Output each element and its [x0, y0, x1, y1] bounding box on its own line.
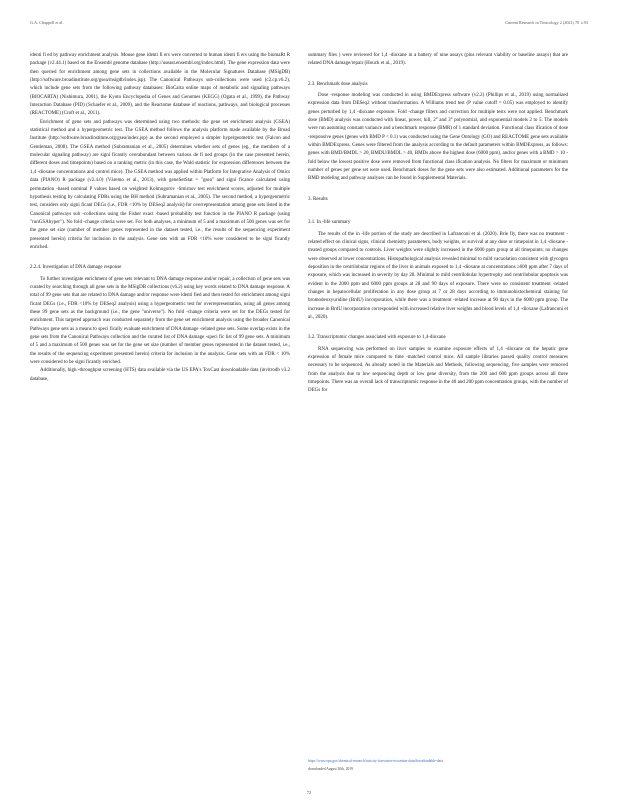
section-heading-3-2: 3.2. Transcriptomic changes associated with exposure to 1,4-dioxane [308, 335, 446, 341]
right-column [308, 52, 568, 396]
footnote-url[interactable]: https://www.epa.gov/chemical-research/toxicity-forecaster-toxcasttm-data/downloadable-data [308, 759, 443, 763]
left-paragraph-4: Additionally, high -throughput screening (HTS) data available via the US EPA's ToxCast downloadable data (invitrodb v3.2 database, [30, 368, 290, 382]
header-authors: G.A. Chappell et al. [30, 20, 64, 25]
right-paragraph-2: Dose -response modeling was conducted in using BMDExpress software (v2.2) (Phillips et al., 2019) using normalized expression data from DESeq2 without transformation. A Williams trend test (P value cutoff = 0.05) was employed to identify genes perturbed by 1,4 -dioxane exposure. Fold -change filters and correction for multiple tests were not applied. Benchmark dose (BMD) analysis was conducted with linear, power, hill, 2° and 3° polynomial, and exponential models 2 to 5. The models were run assuming constant variance and a benchmark response (BMR) of 1 standard deviation. Functional class ification of dose -responsive genes (genes with BMD P < 0.1) was conducted using the Gene Ontology (GO) and REACTOME gene sets available within BMDExpress. Genes were filtered from the analysis according to the default parameters within BMDExpress, as follows: genes with BMD/BMDL > 20, BMDU/BMDL > 40, BMDs above the highest dose (6000 ppm), and/or genes with a BMD > 10 -fold below the lowest positive dose were removed from functional class ification analysis. No filters for maximum or minimum number of genes per gene set were used. Benchmark doses for the gene sets were also estimated. Additional parameters for the BMD modeling and pathway analyses can be found in Supplemental Materials. [308, 93, 568, 182]
section-heading-3-1: 3.1. In -life summary [308, 220, 351, 226]
footnote-downloaded: downloaded August 30th, 2019. [308, 767, 354, 771]
right-paragraph-1: summary files ) were reviewed for 1,4 -dioxane in a battery of nine assays (plus relevant viability or baseline assays) that are related DNA damage/repair (Houck et al., 2019). [308, 53, 568, 67]
left-paragraph-1: identi fi ed by pathway enrichment analysis. Mouse gene identi fi ers were converted to human identi fi ers using the biomaRt R package (v2.44.1) based on the Ensembl genome database (http://useast.ensembl.org/index.html). The gene expression data were then queried for enrichment among gene sets in collections available in the Molecular Signatures Database (MSigDB) (http://software.broadinstitute.org/gsea/msigdb/index.jsp). The Canonical Pathways sub-collections were used (c2.cp.v6.2), which include gene sets from the following pathway databases: BioCarta online maps of metabolic and signaling pathways (BIOCARTA) (Nishimura, 2001), the Kyoto Encyclopedia of Genes and Genomes (KEGG) (Ogata et al., 1999), the Pathway Interaction Database (PID) (Schaefer et al., 2009), and the Reactome database of reactions, pathways, and biological processes (REACTOME) (Croft et al., 2011). [30, 53, 290, 117]
section-heading-2-3: 2.3. Benchmark dose analysis [308, 81, 368, 87]
right-paragraph-3: The results of the in -life portion of the study are described in Lafranconi et al. (2020). Brie fly, there was no treatment -related effect on clinical signs, clinical chemistry parameters, body weights, or survival at any dose or timepoint in 1,4 -dioxane -treated groups compared to controls. Liver weights were slightly increased in the 6000 ppm group at all timepoints; no changes were observed at lower concentrations. Histopathological analysis revealed minimal to mild vacuolation consistent with glycogen deposition in the centrilobular regions of the liver in animals exposed to 1,4 -dioxane at concentrations ≥600 ppm after 7 days of exposure, which was increased in severity by day 28. Minimal to mild centrilobular hypertrophy and centrilobular apoptosis was evident in the 2000 ppm and 6000 ppm groups at 28 and 90 days of exposure. There were no consistent treatment -related changes in hepatocellular proliferation in any dose group at 7 or 28 days according to immunohistochemical staining for bromodeoxyuridine (BrdU) incorporation, while there was a treatment -related increase at 90 days in the 6000 ppm group. The increase in BrdU incorporation corresponded with increased relative liver weights and blood levels of 1,4 -dioxane (Lafranconi et al., 2020). [308, 231, 568, 320]
left-paragraph-3: To further investigate enrichment of gene sets relevant to DNA damage response and/or repair, a collection of gene sets was curated by searching through all gene sets in the MSigDB collections (v6.2) using key words related to DNA damage response. A total of 99 gene sets that are related to DNA damage and/or response were identi fied and then tested for enrichment among signi ficant DEGs (i.e., FDR <10% by DESeq2 analysis) using a hypergeometric test for overrepresentation, using all genes among these 99 gene sets as the background (i.e., the gene "universe"). No fold -change criteria were set for the DEGs tested for enrichment. This targeted approach was conducted separately from the gene set enrichment analysis using the broader Canonical Pathways gene sets as a means to speci fically evaluate enrichment of DNA damage -related gene sets. Some overlap exists in the gene sets from the Canonical Pathways collection and the curated list of DNA damage -speci fic list of 99 gene sets. A minimum of 5 and a maximum of 500 genes was set for the gene set size (number of member genes represented in the dataset tested, i.e., the results of the sequencing experiment presented herein) criteria for inclusion in the analysis. Gene sets with an FDR < 10% were considered to be signi ficantly enriched. [30, 276, 290, 366]
running-header [30, 20, 588, 30]
left-paragraph-2: Enrichment of gene sets and pathways was determined using two methods: the gene set enrichment analysis (GSEA) statistical method and a hypergeometric test. The GSEA method follows the analysis platform made available by the Broad Institute (http://software.broadinstitute.org/gsea/index.jsp) as the second employed a simpler hypergeometric test (Falcon and Gentleman, 2008). The GSEA method (Subramanian et al., 2005) determines whether sets of genes (eg., the members of a molecular signaling pathway) are signi ficantly overabundant between various de fi ned groups (in the case presented herein, different doses and timepoints) based on a ranking metric (in this case, the Wald statistic for expression differences between the 1,4 -dioxane concentrations and control mice). The GSEA method was applied within Platform for Integrative Analysis of Omics data (PIANO) R package (v2.4.0) (Väremo et al., 2013), with geneSetStat = "gsea" and signi ficance calculated using permutation -based nominal P values based on weighted Kolmogorov -Smirnov test enrichment scores, adjusted for multiple hypothesis testing by calculating FDRs using the BH method (Subramanian et al., 2005). The second method, a hypergeometric test, considers only signi ficant DEGs (i.e., FDR <10% by DESeq2 analysis) for overrepresentation among gene sets listed in the Canonical pathways sub -collections using the Fisher exact -based probability test function in the PIANO R package (using "runGSAhyper"). No fold -change criteria were set. For both analyses, a minimum of 5 and a maximum of 500 genes was set for the gene set size (number of member genes represented in the dataset tested, i.e., the results of the sequencing experiment presented herein) criteria for inclusion in the analysis. Gene sets with an FDR <10% were considered to be signi ficantly enriched. [30, 119, 290, 250]
section-heading-3: 3. Results [308, 196, 328, 202]
section-heading-2-2-4: 2.2.4. Investigation of DNA damage response [30, 265, 122, 271]
left-column [30, 52, 290, 384]
page-number: 72 [306, 790, 312, 795]
header-journal: Current Research in Toxicology 2 (2021) 70 ∔93 [505, 20, 588, 25]
right-paragraph-4: RNA sequencing was performed on liver samples to examine exposure effects of 1,4 -dioxane on the hepatic gene expression of female mice compared to time -matched control mice. All sample libraries passed quality control measures necessary to be sequenced. As already noted in the Materials and Methods, following sequencing, five samples were removed from the analysis due to low sequencing depth or low gene diversity, from the 200 and 600 ppm groups across all three timepoints. There was an overall lack of transcriptomic response in the 40 and 200 ppm concentration groups, with the number of DEGs for [308, 346, 568, 394]
